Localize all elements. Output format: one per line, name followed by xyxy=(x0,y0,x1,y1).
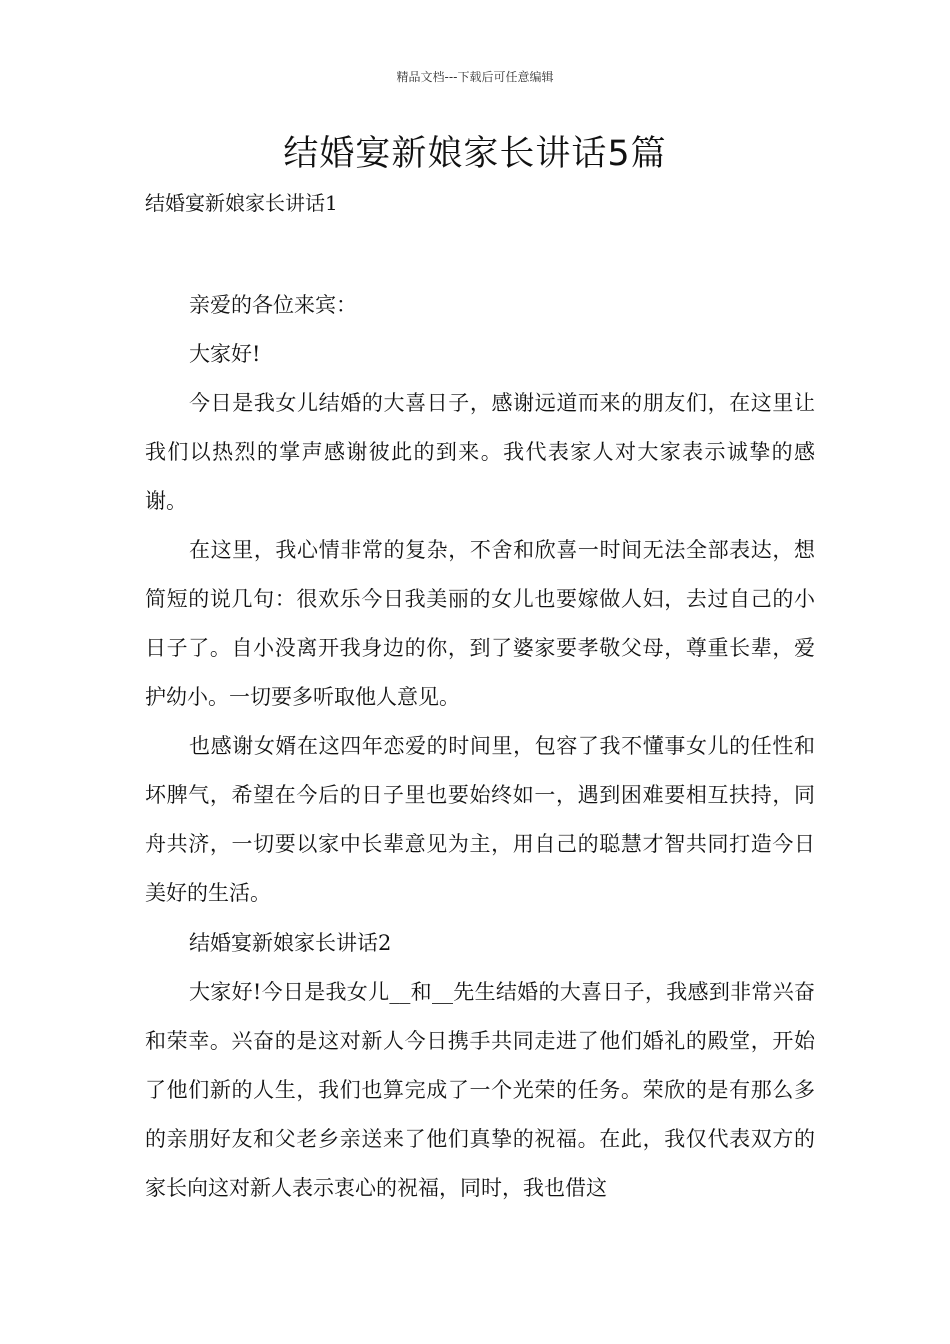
paragraph: 今日是我女儿结婚的大喜日子，感谢远道而来的朋友们，在这里让我们以热烈的掌声感谢彼此的到来。我代表家人对大家表示诚挚的感谢。 xyxy=(145,391,815,513)
document-title: 结婚宴新娘家长讲话5篇 xyxy=(283,134,667,174)
paragraph: 也感谢女婿在这四年恋爱的时间里，包容了我不懂事女儿的任性和坏脾气，希望在今后的日子里也要始终如一，遇到困难要相互扶持，同舟共济，一切要以家中长辈意见为主，用自己的聪慧才智共同打造今日美好的生活。 xyxy=(145,734,815,905)
paragraph: 在这里，我心情非常的复杂，不舍和欣喜一时间无法全部表达，想简短的说几句：很欢乐今日我美丽的女儿也要嫁做人妇，去过自己的小日子了。自小没离开我身边的你，到了婆家要孝敬父母，尊重长辈，爱护幼小。一切要多听取他人意见。 xyxy=(145,538,815,709)
paragraph: 大家好!今日是我女儿__和__先生结婚的大喜日子，我感到非常兴奋和荣幸。兴奋的是这对新人今日携手共同走进了他们婚礼的殿堂，开始了他们新的人生，我们也算完成了一个光荣的任务。荣欣的是有那么多的亲朋好友和父老乡亲送来了他们真挚的祝福。在此，我仅代表双方的家长向这对新人表示衷心的祝福，同时，我也借这 xyxy=(145,980,815,1200)
section-heading-2: 结婚宴新娘家长讲话2 xyxy=(189,931,392,955)
hello-line: 大家好! xyxy=(189,342,261,366)
header-note: 精品文档---下载后可任意编辑 xyxy=(396,70,554,84)
greeting-line: 亲爱的各位来宾： xyxy=(189,293,357,317)
section-heading-1: 结婚宴新娘家长讲话1 xyxy=(145,191,338,215)
